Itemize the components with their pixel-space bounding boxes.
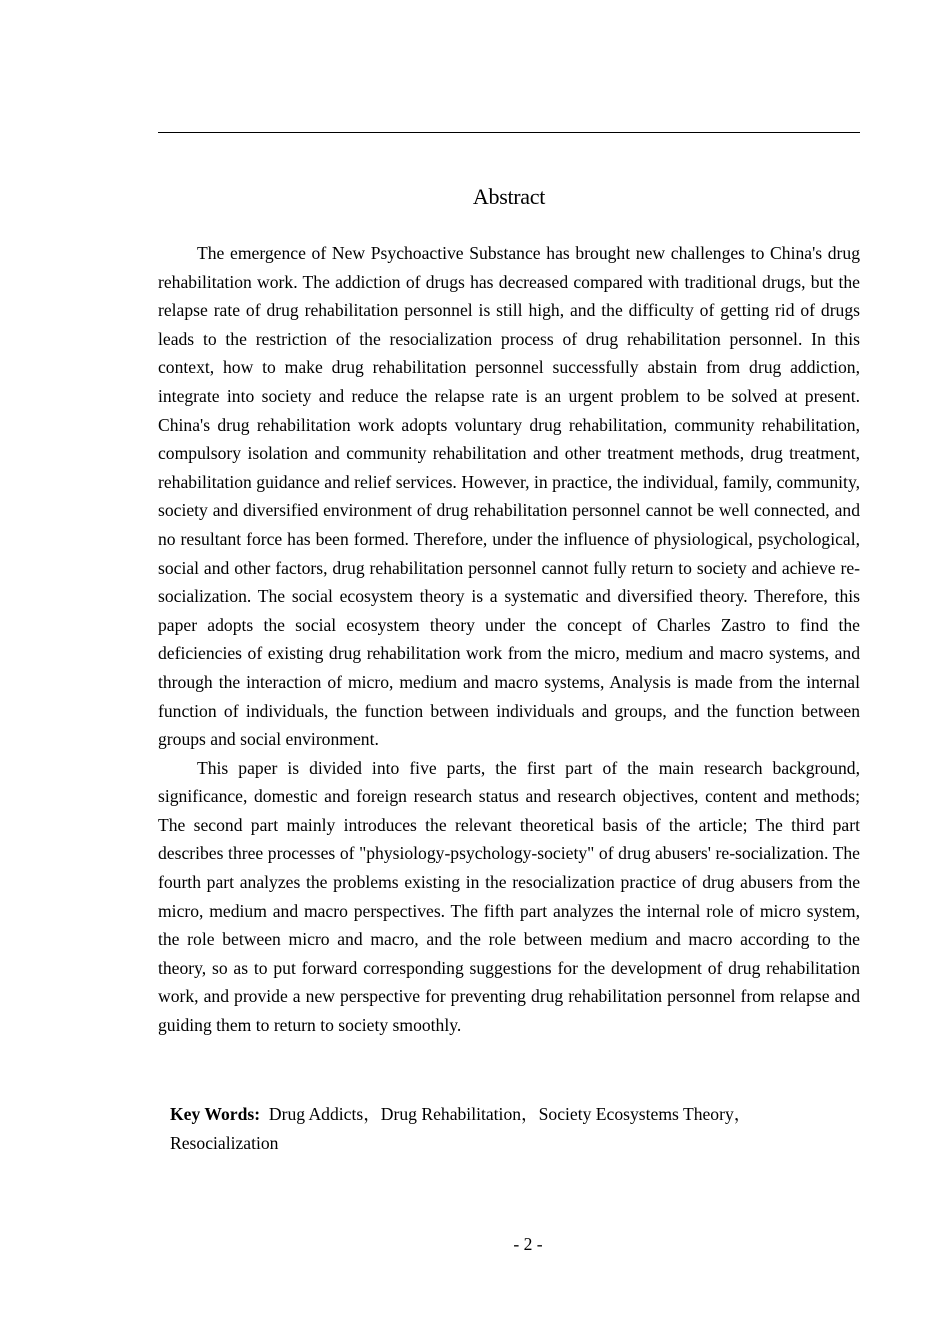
header-rule [158, 132, 860, 133]
abstract-title: Abstract [472, 184, 546, 209]
keywords-block [170, 1100, 790, 1157]
abstract-body [158, 239, 860, 1040]
abstract-paragraph-2: This paper is divided into five parts, the first part of the main research background, significance, domestic and foreign research status and research objectives, content and methods; The second part mainly introduces the relevant theoretical basis of the article; The third part describes three processes of "physiology-psychology-society" of drug abusers' re-socialization. The fourth part analyzes the problems existing in the resocialization practice of drug abusers from the micro, medium and macro perspectives. The fifth part analyzes the internal role of micro system, the role between micro and macro, and the role between medium and macro according to the theory, so as to put forward corresponding suggestions for the development of drug rehabilitation work, and provide a new perspective for preventing drug rehabilitation personnel from relapse and guiding them to return to society smoothly. [158, 757, 860, 1036]
keywords-label: Key Words: [170, 1104, 261, 1124]
abstract-paragraph-1: The emergence of New Psychoactive Substance has brought new challenges to China's drug rehabilitation work. The addiction of drugs has decreased compared with traditional drugs, but the relapse rate of drug rehabilitation personnel is still high, and the difficulty of getting rid of drugs leads to the restriction of the resocialization process of drug rehabilitation personnel. In this context, how to make drug rehabilitation personnel successfully abstain from drug addiction, integrate into society and reduce the relapse rate is an urgent problem to be solved at present. China's drug rehabilitation work adopts voluntary drug rehabilitation, community rehabilitation, compulsory isolation and community rehabilitation and other treatment methods, drug treatment, rehabilitation guidance and relief services. However, in practice, the individual, family, community, society and diversified environment of drug rehabilitation personnel cannot be well connected, and no resultant force has been formed. Therefore, under the influence of physiological, psychological, social and other factors, drug rehabilitation personnel cannot fully return to society and achieve re-socialization. The social ecosystem theory is a systematic and diversified theory. Therefore, this paper adopts the social ecosystem theory under the concept of Charles Zastro to find the deficiencies of existing drug rehabilitation work from the micro, medium and macro systems, and through the interaction of micro, medium and macro systems, Analysis is made from the internal function of individuals, the function between individuals and groups, and the function between groups and social environment. [158, 243, 860, 750]
page-number: - 2 - [513, 1234, 543, 1254]
keywords-list: Drug Addicts，Drug Rehabilitation，Society Ecosystems Theory，Resocialization [170, 1104, 752, 1153]
